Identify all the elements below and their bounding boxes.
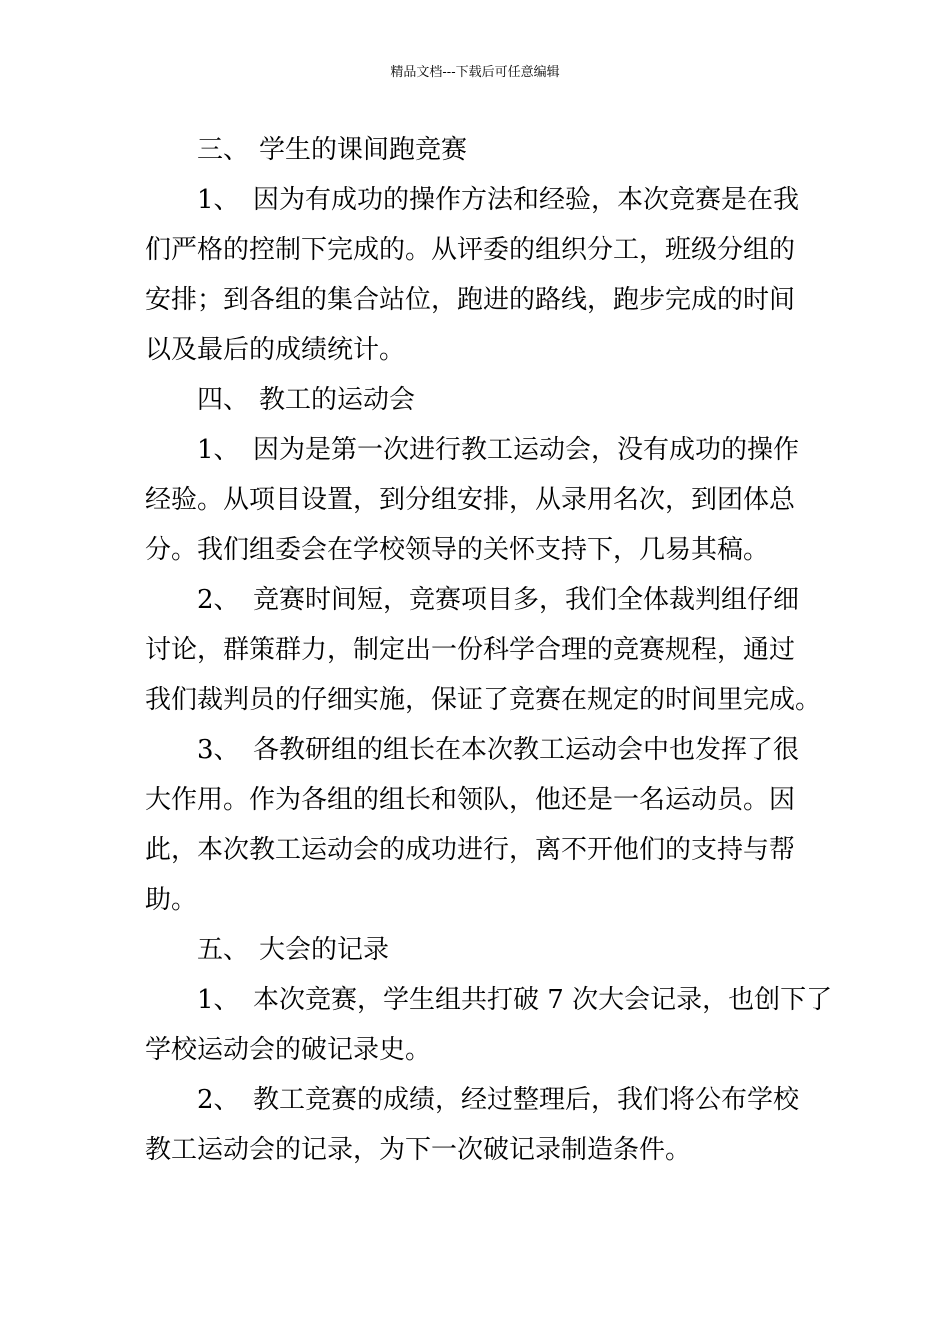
item-number: 2、 (197, 585, 240, 615)
item-number: 1、 (197, 985, 240, 1015)
section-heading (145, 925, 807, 975)
paragraph-line: 此，本次教工运动会的成功进行，离不开他们的支持与帮 (145, 835, 796, 865)
section-number: 三、 (197, 135, 250, 165)
paragraph-line: 讨论，群策群力，制定出一份科学合理的竞赛规程，通过 (145, 635, 796, 665)
section-title: 大会的记录 (259, 935, 390, 965)
paragraph-text: 因为是第一次进行教工运动会，没有成功的操作 (253, 435, 800, 465)
paragraph-line (145, 175, 807, 225)
paragraph-line: 助。 (145, 885, 198, 915)
paragraph-line: 经验。从项目设置，到分组安排，从录用名次，到团体总 (145, 485, 796, 515)
paragraph-line (145, 1075, 807, 1125)
paragraph-line: 我们裁判员的仔细实施，保证了竞赛在规定的时间里完成。 (145, 685, 822, 715)
paragraph-line: 教工运动会的记录，为下一次破记录制造条件。 (145, 1135, 692, 1165)
item-number: 2、 (197, 1085, 240, 1115)
paragraph-line: 安排；到各组的集合站位，跑进的路线，跑步完成的时间 (145, 285, 796, 315)
paragraph-line (145, 725, 807, 775)
item-number: 1、 (197, 185, 240, 215)
section-heading (145, 125, 807, 175)
item-number: 1、 (197, 435, 240, 465)
paragraph-line: 以及最后的成绩统计。 (145, 335, 406, 365)
paragraph-line (145, 425, 807, 475)
paragraph-text: 因为有成功的操作方法和经验，本次竞赛是在我 (253, 185, 800, 215)
page-header: 精品文档---下载后可任意编辑 (390, 65, 560, 80)
paragraph-line (145, 975, 833, 1025)
paragraph-line: 学校运动会的破记录史。 (145, 1035, 432, 1065)
paragraph-text: 竞赛时间短，竞赛项目多，我们全体裁判组仔细 (253, 585, 800, 615)
item-number: 3、 (197, 735, 240, 765)
section-heading (145, 375, 807, 425)
paragraph-line: 分。我们组委会在学校领导的关怀支持下，几易其稿。 (145, 535, 770, 565)
document-body (145, 125, 833, 1175)
section-number: 四、 (197, 385, 250, 415)
paragraph-line: 大作用。作为各组的组长和领队，他还是一名运动员。因 (145, 785, 796, 815)
paragraph-line: 们严格的控制下完成的。从评委的组织分工，班级分组的 (145, 235, 796, 265)
paragraph-text: 本次竞赛，学生组共打破 7 次大会记录，也创下了 (253, 985, 833, 1015)
paragraph-line (145, 575, 807, 625)
section-title: 教工的运动会 (259, 385, 416, 415)
section-number: 五、 (197, 935, 250, 965)
section-title: 学生的课间跑竞赛 (259, 135, 468, 165)
paragraph-text: 各教研组的组长在本次教工运动会中也发挥了很 (253, 735, 800, 765)
paragraph-text: 教工竞赛的成绩，经过整理后，我们将公布学校 (253, 1085, 800, 1115)
